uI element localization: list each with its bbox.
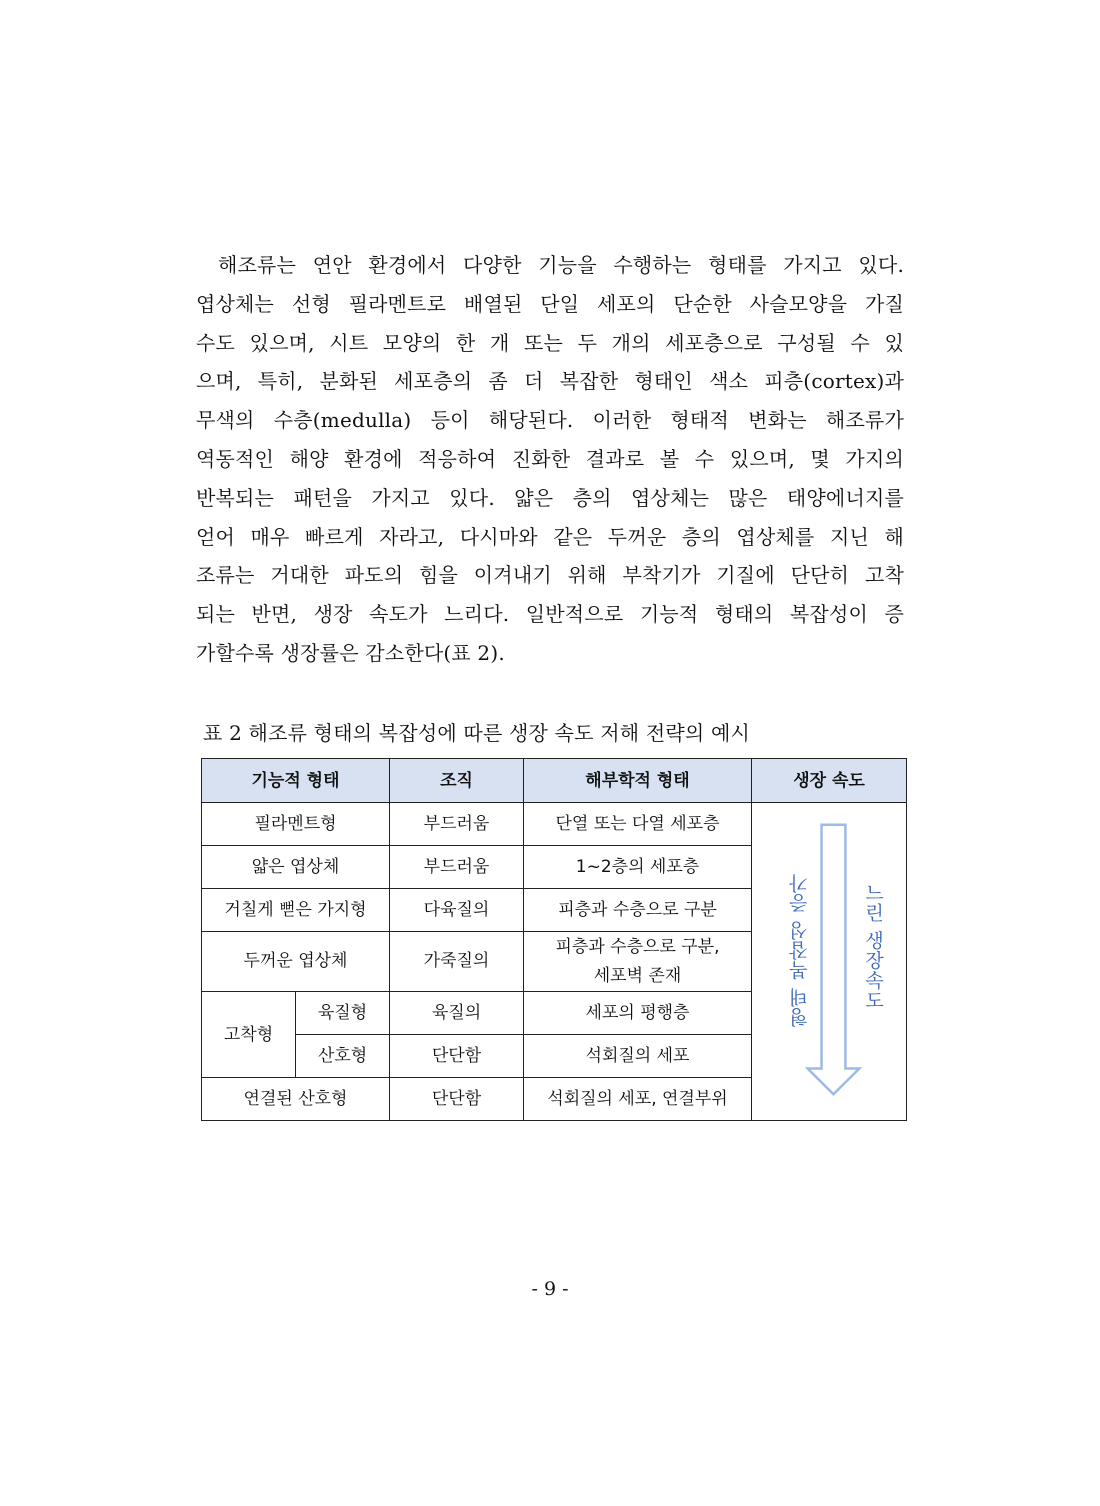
header-form: 기능적 형태 [202, 759, 390, 803]
body-line: 얻어 매우 빠르게 자라고, 다시마와 같은 두꺼운 층의 엽상체를 지닌 해 [196, 524, 904, 549]
header-anatomy: 해부학적 형태 [524, 759, 752, 803]
growth-table [201, 758, 907, 1121]
cell-anatomy-line: 세포벽 존재 [593, 965, 682, 986]
header-speed: 생장 속도 [752, 759, 907, 803]
cell-tissue: 부드러움 [390, 846, 524, 889]
body-line: 수도 있으며, 시트 모양의 한 개 또는 두 개의 세포층으로 구성될 수 있 [196, 330, 904, 355]
cell-tissue: 가죽질의 [390, 932, 524, 992]
body-line: 역동적인 해양 환경에 적응하여 진화한 결과로 볼 수 있으며, 몇 가지의 [196, 446, 904, 471]
body-line: 으며, 특히, 분화된 세포층의 좀 더 복잡한 형태인 색소 피층(cortex)과 [196, 369, 904, 394]
cell-group-attached: 고착형 [202, 992, 296, 1078]
cell-tissue: 육질의 [390, 992, 524, 1035]
body-line: 조류는 거대한 파도의 힘을 이겨내기 위해 부착기가 기질에 단단히 고착 [196, 563, 904, 588]
table-header-row [202, 759, 907, 803]
table-row [202, 803, 907, 846]
cell-anatomy: 1~2층의 세포층 [524, 846, 752, 889]
cell-form: 산호형 [296, 1035, 390, 1078]
cell-tissue: 단단함 [390, 1035, 524, 1078]
cell-form: 육질형 [296, 992, 390, 1035]
page-number: - 9 - [531, 1278, 569, 1300]
cell-anatomy: 석회질의 세포, 연결부위 [524, 1078, 752, 1121]
cell-form: 연결된 산호형 [202, 1078, 390, 1121]
cell-tissue: 단단함 [390, 1078, 524, 1121]
body-line: 무색의 수층(medulla) 등이 해당된다. 이러한 형태적 변화는 해조류가 [196, 408, 904, 433]
complexity-increase-label: 형태 복잡성 증가 [789, 873, 811, 1028]
header-tissue: 조직 [390, 759, 524, 803]
cell-anatomy: 단열 또는 다열 세포층 [524, 803, 752, 846]
body-line: 엽상체는 선형 필라멘트로 배열된 단일 세포의 단순한 사슬모양을 가질 [196, 291, 904, 316]
cell-anatomy [524, 932, 752, 992]
body-line: 가할수록 생장률은 감소한다(표 2). [196, 640, 505, 665]
speed-arrow-cell [752, 803, 907, 1121]
slow-growth-label: 느린 생장속도 [862, 883, 884, 1011]
cell-form: 두꺼운 엽상체 [202, 932, 390, 992]
cell-anatomy: 피층과 수층으로 구분 [524, 889, 752, 932]
cell-anatomy-line: 피층과 수층으로 구분, [555, 936, 720, 957]
cell-anatomy: 세포의 평행층 [524, 992, 752, 1035]
cell-tissue: 부드러움 [390, 803, 524, 846]
body-line: 되는 반면, 생장 속도가 느리다. 일반적으로 기능적 형태의 복잡성이 증 [196, 602, 904, 627]
body-line: 해조류는 연안 환경에서 다양한 기능을 수행하는 형태를 가지고 있다. [218, 253, 904, 277]
cell-anatomy: 석회질의 세포 [524, 1035, 752, 1078]
cell-form: 필라멘트형 [202, 803, 390, 846]
cell-form: 거칠게 뻗은 가지형 [202, 889, 390, 932]
cell-tissue: 다육질의 [390, 889, 524, 932]
body-line: 반복되는 패턴을 가지고 있다. 얇은 층의 엽상체는 많은 태양에너지를 [196, 485, 904, 510]
table-caption: 표 2 해조류 형태의 복잡성에 따른 생장 속도 저해 전략의 예시 [203, 721, 750, 745]
growth-table-container [201, 758, 906, 1121]
body-paragraph [196, 246, 904, 673]
cell-form: 얇은 엽상체 [202, 846, 390, 889]
